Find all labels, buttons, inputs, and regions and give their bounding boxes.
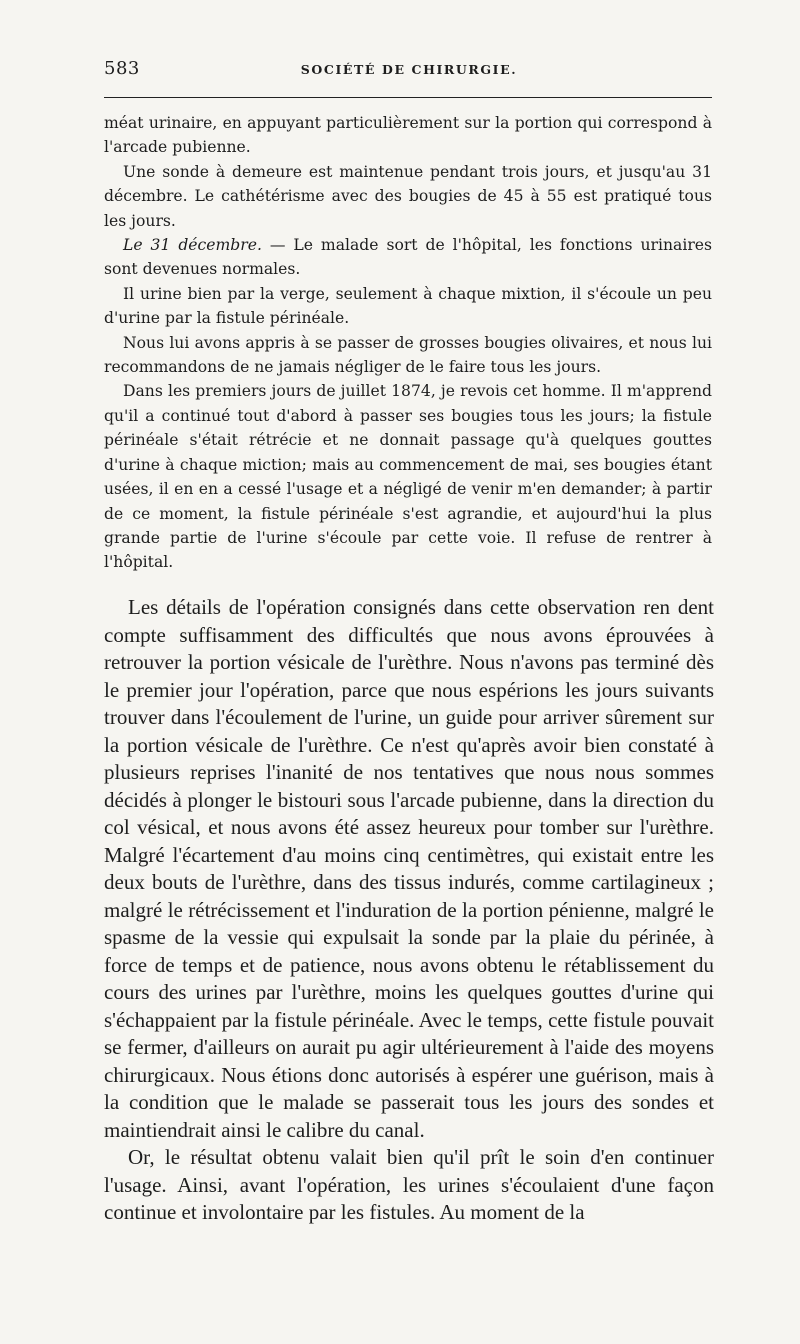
main-paragraph-1: Les détails de l'opération consignés dans cette observation ren dent compte suffisamment des difficultés que nous avons éprouvées à retrouver la portion vésicale de l'urèthre. Nous n'avons pas terminé dès le premier jour l'opération, parce que nous espérions les jours suivants trouver dans l'écoulement de l'urine, un guide pour arriver sûrement sur la portion vésicale de l'urèthre. Ce n'est qu'après avoir bien constaté à plusieurs reprises l'inanité de nos tentatives que nous nous sommes décidés à plonger le bistouri sous l'arcade pubienne, dans la direction du col vésical, et nous avons été assez heureux pour tomber sur l'urèthre. Malgré l'écartement d'au moins cinq centimètres, qui existait entre les deux bouts de l'urèthre, dans des tissus indurés, comme cartilagineux ; malgré le rétrécissement et l'induration de la portion pénienne, malgré le spasme de la vessie qui expulsait la sonde par la plaie du périnée, à force de temps et de patience, nous avons obtenu le rétablissement du cours des urines par l'urèthre, moins les quelques gouttes d'urine qui s'échappaient par la fistule périnéale. Avec le temps, cette fistule pouvait se fermer, d'ailleurs on aurait pu agir ultérieurement à l'aide des moyens chirurgicaux. Nous étions donc autorisés à espérer une guérison, mais à la condition que le malade se passerait tous les jours des sondes et maintiendrait ainsi le calibre du canal. [104, 595, 714, 1142]
header-rule [104, 97, 712, 98]
running-head: SOCIÉTÉ DE CHIRURGIE. [300, 62, 518, 77]
observation-paragraph-3 [104, 233, 712, 282]
observation-paragraph-6: Dans les premiers jours de juillet 1874, je revois cet homme. Il m'apprend qu'il a continué tout d'abord à passer ses bougies tous les jours; la fistule périnéale s'était rétrécie et ne donnait passage qu'à quelques gouttes d'urine à chaque miction; mais au commencement de mai, ses bougies étant usées, il en en a cessé l'usage et a négligé de venir m'en demander; à partir de ce moment, la fistule périnéale s'est agrandie, et aujourd'hui la plus grande partie de l'urine s'écoule par cette voie. Il refuse de rentrer à l'hôpital. [104, 382, 712, 572]
main-paragraph-2: Or, le résultat obtenu valait bien qu'il prît le soin d'en continuer l'usage. Ainsi, avant l'opération, les urines s'écoulaient d'une façon continue et involontaire par les fistules. Au moment de la [104, 1145, 714, 1224]
observation-paragraph-1: méat urinaire, en appuyant particulièrement sur la portion qui correspond à l'arcade pubienne. [104, 114, 712, 157]
observation-paragraph-2: Une sonde à demeure est maintenue pendant trois jours, et jusqu'au 31 décembre. Le cathétérisme avec des bougies de 45 à 55 est pratiqué tous les jours. [104, 162, 712, 230]
page-number: 583 [104, 58, 140, 79]
page-header [104, 58, 714, 88]
observation-paragraph-4: Il urine bien par la verge, seulement à chaque mixtion, il s'écoule un peu d'urine par la fistule périnéale. [104, 284, 712, 328]
observation-paragraph-5: Nous lui avons appris à se passer de grosses bougies olivaires, et nous lui recommandons de ne jamais négliger de le faire tous les jours. [104, 333, 712, 377]
observation-text [104, 111, 712, 575]
observation-date: Le 31 décembre. [123, 236, 262, 255]
observation-paragraph-3-text: — Le malade sort de l'hôpital, les fonctions urinaires sont devenues normales. [104, 236, 713, 279]
main-text [104, 594, 714, 1227]
